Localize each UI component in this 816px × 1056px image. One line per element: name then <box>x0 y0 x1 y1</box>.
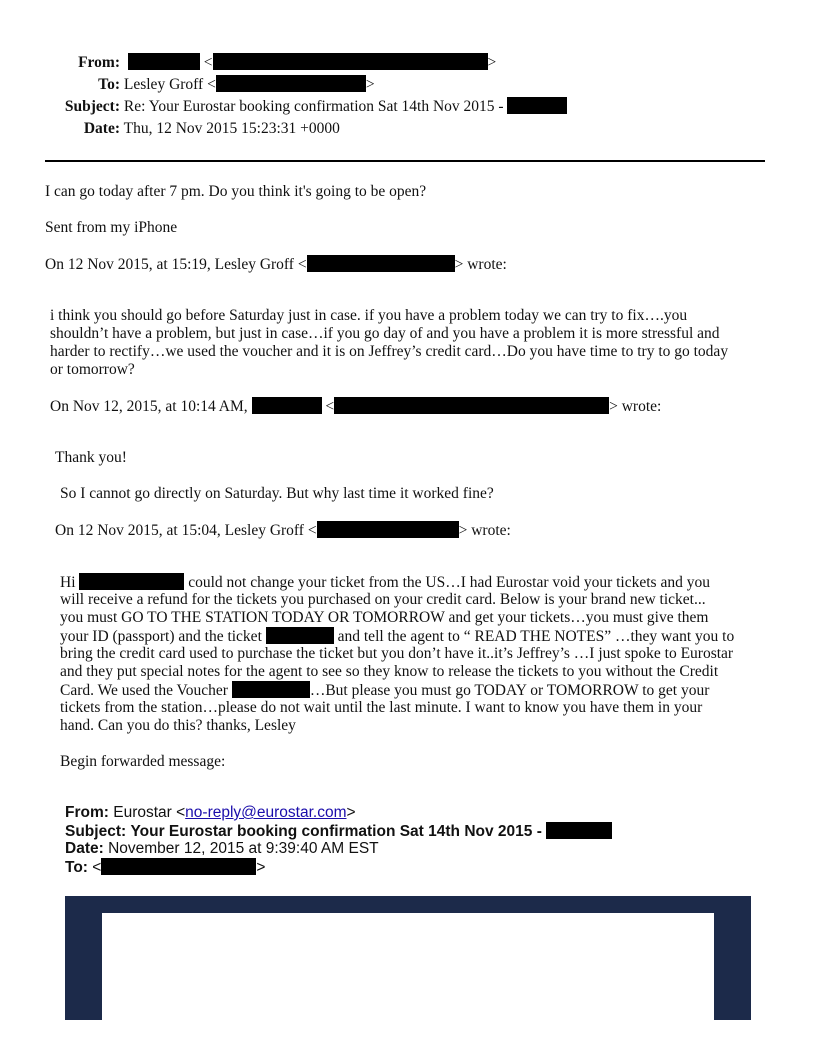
email-header-subject <box>60 97 567 117</box>
to-label: To: <box>98 76 120 93</box>
attribution-2: On Nov 12, 2015, at 10:14 AM, < > wrote: <box>50 398 662 415</box>
quote3-line: tickets from the station…please do not wait until the last minute. I want to know you have them in your <box>60 699 703 716</box>
attribution-2-prefix: On Nov 12, 2015, at 10:14 AM, <box>50 398 248 415</box>
redacted-booking-ref <box>546 822 612 839</box>
redacted-sender-email <box>213 53 488 70</box>
redacted-email <box>101 858 256 875</box>
date-label: Date: <box>83 120 120 137</box>
banner-content-area <box>102 913 714 1020</box>
attribution-3-prefix: On 12 Nov 2015, at 15:04, Lesley Groff < <box>55 522 317 539</box>
attribution-1 <box>45 255 507 274</box>
fwd-subject-label: Subject: <box>65 823 127 840</box>
quote3-line: you must GO TO THE STATION TODAY OR TOMORROW and get your tickets…you must give them <box>60 609 709 626</box>
forward-marker: Begin forwarded message: <box>60 753 226 770</box>
quote1-line: shouldn’t have a problem, but just in case…if you go day of and you have a problem it is more stressful and <box>50 325 720 342</box>
quote3-line: and they put special notes for the agent to see so they know to release the tickets to you without the Credit <box>60 663 719 680</box>
quote2-thanks: Thank you! <box>55 449 127 466</box>
quote3-line: Card. We used the Voucher …But please you must go TODAY or TOMORROW to get your <box>60 682 710 699</box>
redacted-email <box>317 521 459 538</box>
fwd-date-label: Date: <box>65 840 104 857</box>
redacted-recipient-email <box>216 75 366 92</box>
redacted-voucher <box>232 681 310 698</box>
quote3-line: Hi could not change your ticket from the US…I had Eurostar void your tickets and you <box>60 574 710 591</box>
quote1-line: harder to rectify…we used the voucher and it is on Jeffrey’s credit card…Do you have time to try to go today <box>50 343 729 360</box>
redacted-ticket-number <box>266 627 334 644</box>
subject-text: Re: Your Eurostar booking confirmation Sat 14th Nov 2015 - <box>123 98 504 115</box>
redacted-name <box>79 573 184 590</box>
to-name: Lesley Groff <box>123 76 204 93</box>
header-divider <box>45 160 765 162</box>
fwd-from-label: From: <box>65 804 109 821</box>
attribution-1-prefix: On 12 Nov 2015, at 15:19, Lesley Groff < <box>45 256 307 273</box>
fwd-from-email-link[interactable]: no-reply@eurostar.com <box>185 804 347 821</box>
quote3-line: will receive a refund for the tickets you purchased on your credit card. Below is your brand new ticket... <box>60 591 706 608</box>
email-header-from: From: < > <box>60 53 496 73</box>
fwd-date-text: November 12, 2015 at 9:39:40 AM EST <box>108 840 379 857</box>
fwd-from: From: Eurostar <no-reply@eurostar.com> <box>65 804 356 821</box>
quote3-line: bring the credit card used to purchase the ticket but you don’t have it..it’s Jeffrey’s …I just spoke to Eurostar <box>60 645 734 662</box>
redacted-sender-name <box>128 53 200 70</box>
quote3-line: your ID (passport) and the ticket and tell the agent to “ READ THE NOTES” …they want you to <box>60 628 735 645</box>
signature: Sent from my iPhone <box>45 219 178 236</box>
quote3-line: hand. Can you do this? thanks, Lesley <box>60 717 296 734</box>
fwd-to-label: To: <box>65 859 88 876</box>
from-label: From: <box>78 54 120 71</box>
attribution-1-suffix: > wrote: <box>454 256 507 273</box>
email-header-date <box>60 119 340 139</box>
quote2-line: So I cannot go directly on Saturday. But why last time it worked fine? <box>60 485 494 502</box>
fwd-date <box>65 840 379 858</box>
reply-line: I can go today after 7 pm. Do you think it's going to be open? <box>45 183 427 200</box>
fwd-subject-text: Your Eurostar booking confirmation Sat 14th Nov 2015 - <box>130 823 542 840</box>
date-text: Thu, 12 Nov 2015 15:23:31 +0000 <box>123 120 340 137</box>
redacted-name <box>252 397 322 414</box>
subject-label: Subject: <box>64 98 120 115</box>
attribution-3 <box>55 521 511 540</box>
email-header-to: To: Lesley Groff < > <box>60 75 375 95</box>
quote1-line: or tomorrow? <box>50 361 135 378</box>
fwd-to: To: < > <box>65 859 266 876</box>
redacted-email <box>334 397 609 414</box>
redacted-email <box>307 255 455 272</box>
quote1-line: i think you should go before Saturday just in case. if you have a problem today we can try to fix….you <box>50 307 688 324</box>
attribution-3-suffix: > wrote: <box>458 522 511 539</box>
fwd-subject <box>65 822 612 841</box>
eurostar-banner <box>65 896 751 1020</box>
attribution-2-suffix: > wrote: <box>609 398 662 415</box>
redacted-booking-ref <box>507 97 567 114</box>
